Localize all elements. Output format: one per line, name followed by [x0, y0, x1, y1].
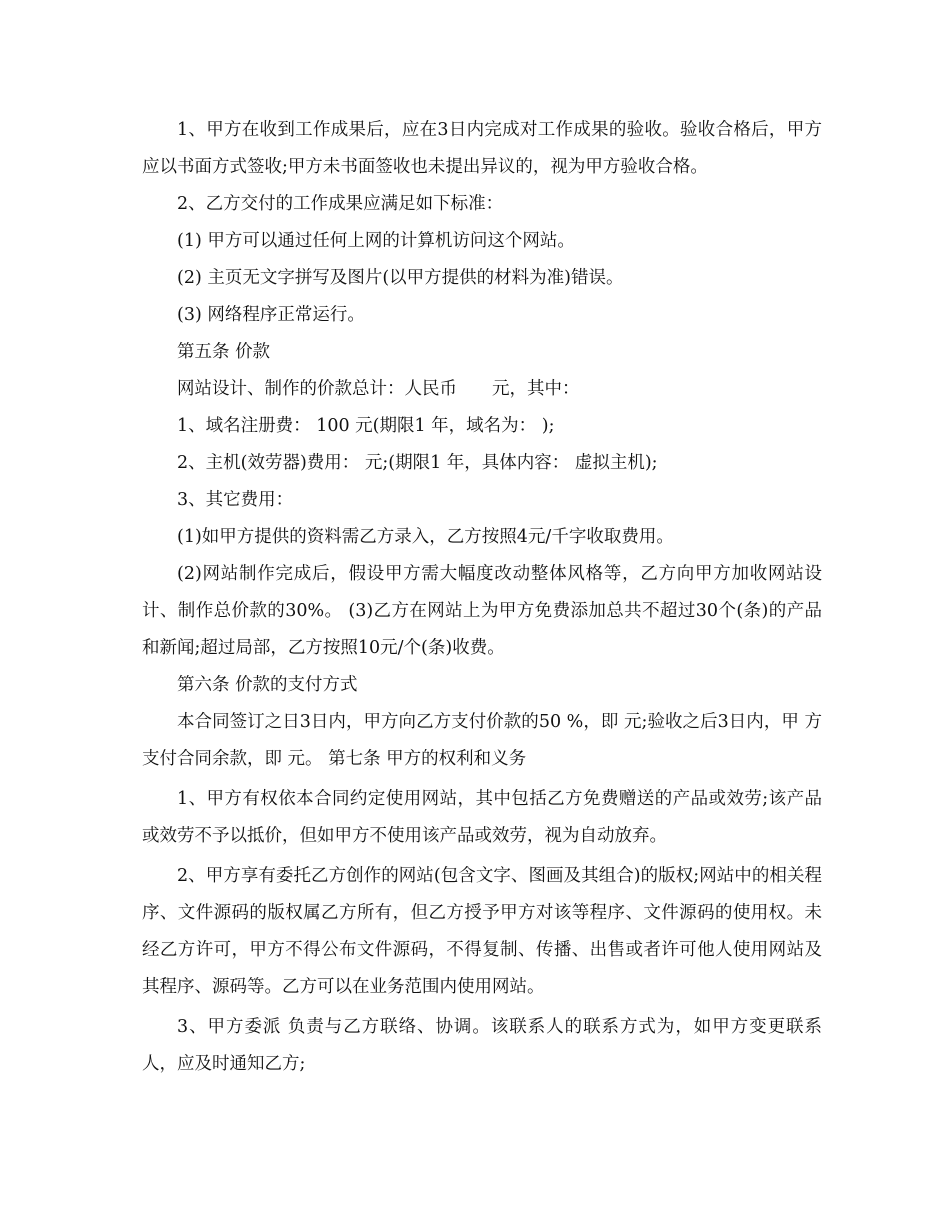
paragraph-delivery-standard: 2、乙方交付的工作成果应满足如下标准：	[177, 194, 504, 214]
paragraph-domain-fee: 1、域名注册费： 100 元(期限1 年，域名为： );	[177, 416, 555, 436]
paragraph-acceptance: 1、甲方在收到工作成果后，应在3日内完成对工作成果的验收。验收合格后，甲方应以书面方式签收;甲方未书面签收也未提出异议的，视为甲方验收合格。	[142, 120, 822, 177]
paragraph-party-a-right-2: 2、甲方享有委托乙方创作的网站(包含文字、图画及其组合)的版权;网站中的相关程序、文件源码的版权属乙方所有，但乙方授予甲方对该等程序、文件源码的使用权。未经乙方许可，甲方不得公布文件源码，不得复制、传播、出售或者许可他人使用网站及其程序、源码等。乙方可以在业务范围内使用网站。	[142, 866, 822, 997]
paragraph-standard-1: (1) 甲方可以通过任何上网的计算机访问这个网站。	[177, 231, 575, 251]
paragraph-host-fee: 2、主机(效劳器)费用： 元;(期限1 年，具体内容： 虚拟主机);	[177, 453, 658, 473]
section-heading-payment: 第六条 价款的支付方式	[177, 675, 358, 695]
paragraph-standard-3: (3) 网络程序正常运行。	[177, 305, 365, 325]
paragraph-data-entry-fee: (1)如甲方提供的资料需乙方录入，乙方按照4元/千字收取费用。	[177, 527, 674, 547]
paragraph-standard-2: (2) 主页无文字拼写及图片(以甲方提供的材料为准)错误。	[177, 268, 624, 288]
section-heading-price: 第五条 价款	[177, 342, 271, 362]
paragraph-party-a-right-1: 1、甲方有权依本合同约定使用网站，其中包括乙方免费赠送的产品或效劳;该产品或效劳不予以抵价，但如甲方不使用该产品或效劳，视为自动放弃。	[142, 789, 822, 846]
paragraph-redesign-fee: (2)网站制作完成后，假设甲方需大幅度改动整体风格等，乙方向甲方加收网站设计、制作总价款的30%。 (3)乙方在网站上为甲方免费添加总共不超过30个(条)的产品和新闻;超过局部，乙方按照10元/个(条)收费。	[142, 564, 822, 658]
paragraph-price-total: 网站设计、制作的价款总计：人民币 元，其中：	[177, 379, 580, 399]
paragraph-other-fees: 3、其它费用：	[177, 490, 294, 510]
document-body	[142, 112, 822, 1083]
paragraph-party-a-right-3: 3、甲方委派 负责与乙方联络、协调。该联系人的联系方式为，如甲方变更联系人，应及时通知乙方;	[142, 1017, 822, 1074]
paragraph-payment-terms: 本合同签订之日3日内，甲方向乙方支付价款的50 %，即 元;验收之后3日内，甲 方支付合同余款，即 元。 第七条 甲方的权利和义务	[142, 712, 822, 769]
